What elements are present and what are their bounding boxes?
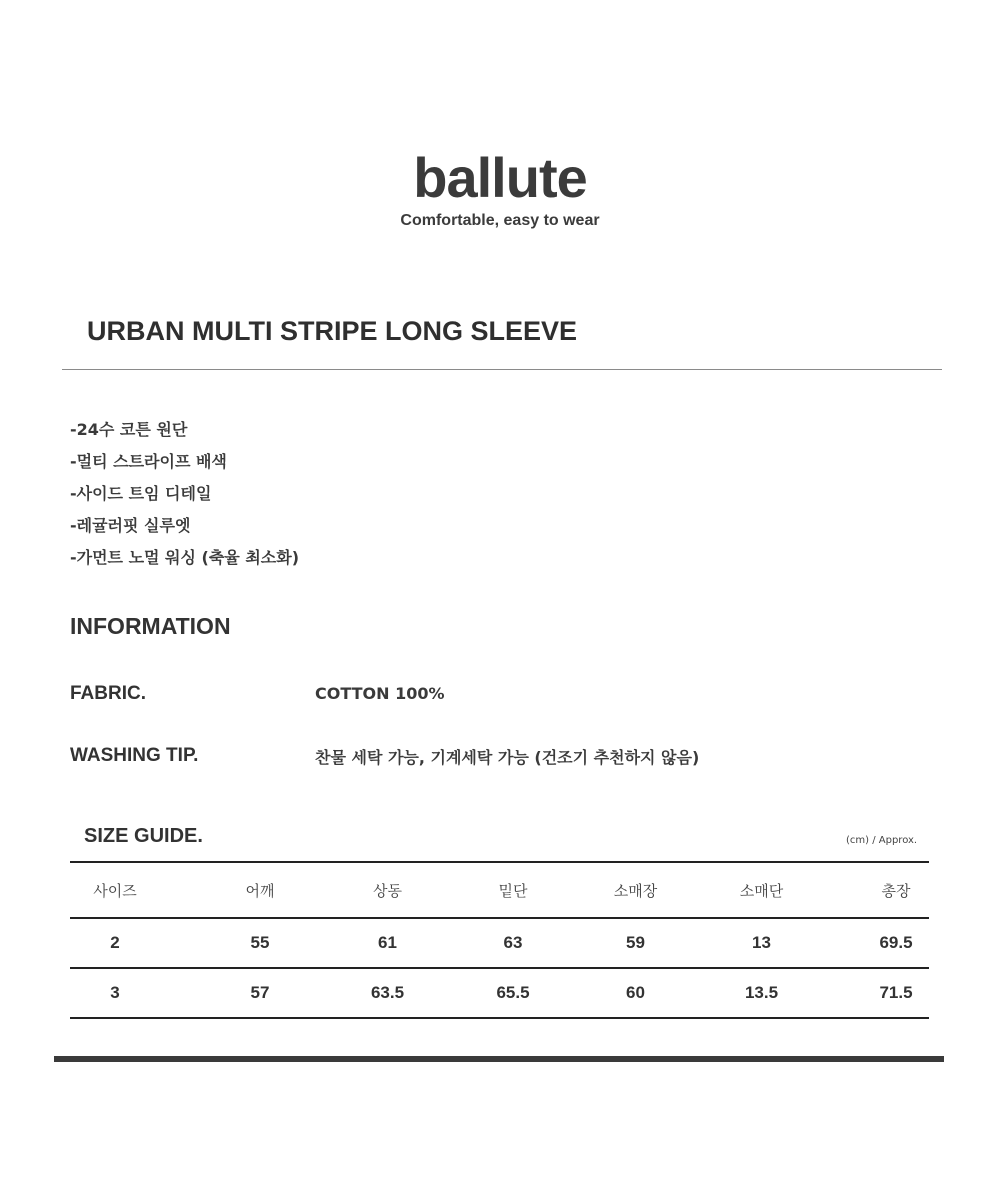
header-cell: 어깨	[160, 862, 360, 918]
feature-item: -레귤러핏 실루엣	[70, 516, 191, 535]
total-length-cell: 69.5	[863, 918, 929, 968]
size-cell: 2	[70, 918, 160, 968]
size-cell: 3	[70, 968, 160, 1018]
table-row	[70, 968, 929, 1018]
title-divider	[62, 369, 942, 370]
feature-item: -가먼트 노멀 워싱 (축율 최소화)	[70, 548, 300, 567]
header-cell: 소매장	[611, 862, 660, 918]
sleeve-length-cell: 59	[611, 918, 660, 968]
table-row	[70, 918, 929, 968]
hem-cell: 65.5	[415, 968, 611, 1018]
size-table	[70, 861, 929, 1019]
size-table-header	[70, 862, 929, 918]
size-unit-note: (cm) / Approx.	[846, 835, 918, 846]
brand-logo: ballute	[413, 146, 587, 209]
header-cell: 총장	[863, 862, 929, 918]
sleeve-opening-cell: 13.5	[660, 968, 863, 1018]
header-cell: 사이즈	[70, 862, 160, 918]
shoulder-cell: 55	[160, 918, 360, 968]
chest-cell: 61	[360, 918, 415, 968]
hem-cell: 63	[415, 918, 611, 968]
brand-tagline: Comfortable, easy to wear	[400, 212, 600, 229]
washing-label: WASHING TIP.	[70, 745, 199, 766]
feature-list	[70, 419, 299, 579]
header-cell: 밑단	[415, 862, 611, 918]
sleeve-length-cell: 60	[611, 968, 660, 1018]
feature-item: -멀티 스트라이프 배색	[70, 452, 227, 471]
bottom-divider	[54, 1056, 944, 1062]
chest-cell: 63.5	[360, 968, 415, 1018]
product-title: URBAN MULTI STRIPE LONG SLEEVE	[87, 316, 578, 346]
fabric-label: FABRIC.	[70, 683, 146, 704]
washing-value: 찬물 세탁 가능, 기계세탁 가능 (건조기 추천하지 않음)	[315, 748, 700, 767]
total-length-cell: 71.5	[863, 968, 929, 1018]
size-guide-title: SIZE GUIDE.	[84, 825, 203, 847]
shoulder-cell: 57	[160, 968, 360, 1018]
feature-item: -사이드 트임 디테일	[70, 484, 212, 503]
feature-item: -24수 코튼 원단	[70, 420, 188, 439]
fabric-value: COTTON 100%	[315, 684, 445, 703]
header-cell: 소매단	[660, 862, 863, 918]
sleeve-opening-cell: 13	[660, 918, 863, 968]
information-heading: INFORMATION	[70, 613, 231, 639]
header-cell: 상동	[360, 862, 415, 918]
